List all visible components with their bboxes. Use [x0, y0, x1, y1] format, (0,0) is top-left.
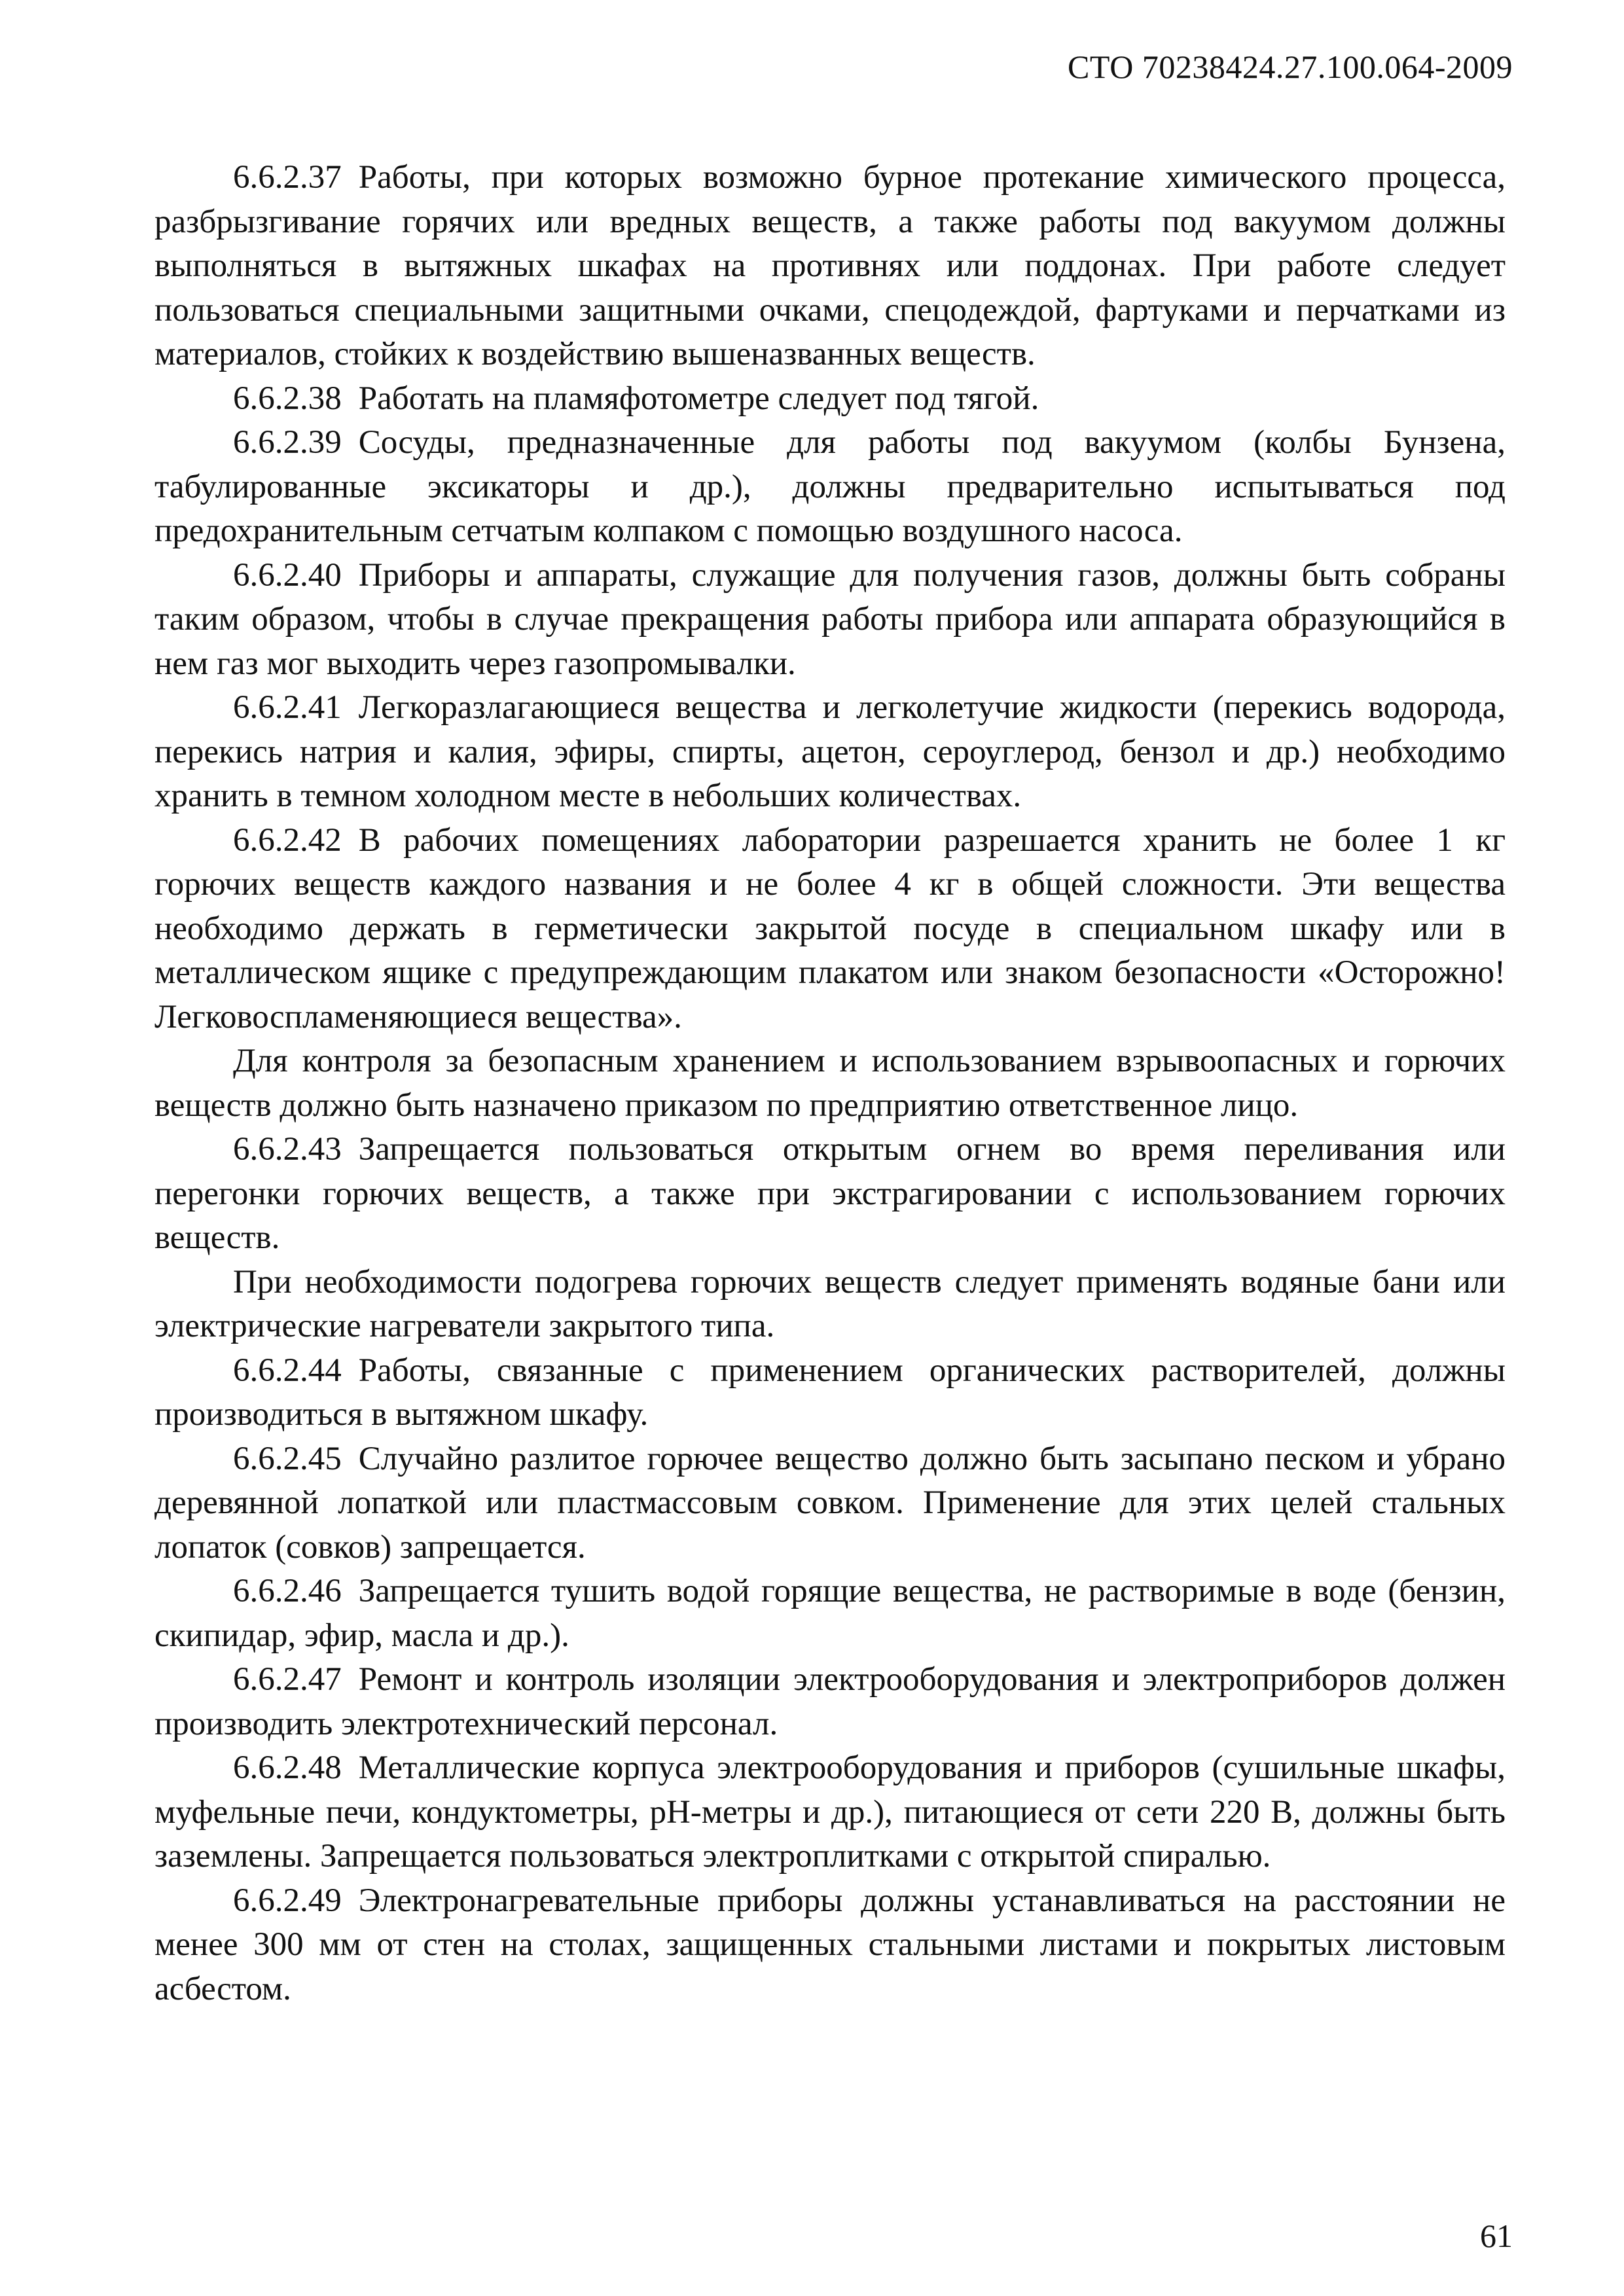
clause-number: 6.6.2.49 — [233, 1882, 342, 1919]
clause-number: 6.6.2.39 — [233, 424, 342, 461]
clause-number: 6.6.2.42 — [233, 821, 342, 859]
paragraph-6-6-2-49 — [154, 1879, 1506, 2012]
clause-text: Приборы и аппараты, служащие для получения газов, должны быть собраны таким образом, чтобы в случае прекращения работы прибора или аппарата образующийся в нем газ мог выходить через газопромывалки. — [154, 556, 1506, 682]
clause-text: Для контроля за безопасным хранением и использованием взрывоопасных и горючих веществ должно быть назначено приказом по предприятию ответственное лицо. — [154, 1043, 1506, 1124]
clause-number: 6.6.2.45 — [233, 1440, 342, 1477]
clause-text: Работы, связанные с применением органических растворителей, должны производиться в вытяжном шкафу. — [154, 1352, 1506, 1433]
paragraph-6-6-2-38 — [154, 377, 1506, 422]
paragraph-6-6-2-45 — [154, 1437, 1506, 1570]
clause-text: При необходимости подогрева горючих веществ следует применять водяные бани или электрические нагреватели закрытого типа. — [154, 1263, 1506, 1344]
paragraph-6-6-2-43 — [154, 1128, 1506, 1261]
clause-number: 6.6.2.40 — [233, 556, 342, 594]
clause-number: 6.6.2.38 — [233, 380, 342, 417]
clause-text: Запрещается тушить водой горящие вещества, не растворимые в воде (бензин, скипидар, эфир, масла и др.). — [154, 1573, 1506, 1654]
clause-number: 6.6.2.37 — [233, 159, 342, 196]
clause-text: Сосуды, предназначенные для работы под вакуумом (колбы Бунзена, табулированные эксикаторы и др.), должны предварительно испытываться под предохранительным сетчатым колпаком с помощью воздушного насоса. — [154, 424, 1506, 549]
paragraph-6-6-2-44 — [154, 1349, 1506, 1437]
clause-text: Ремонт и контроль изоляции электрооборудования и электроприборов должен производить электротехнический персонал. — [154, 1661, 1506, 1742]
paragraph-6-6-2-42 — [154, 819, 1506, 1040]
clause-text: Легкоразлагающиеся вещества и легколетучие жидкости (перекись водорода, перекись натрия и калия, эфиры, спирты, ацетон, сероуглерод, бензол и др.) необходимо хранить в темном холодном месте в небольших количествах. — [154, 689, 1506, 814]
clause-text: Электронагревательные приборы должны устанавливаться на расстоянии не менее 300 мм от стен на столах, защищенных стальными листами и покрытых листовым асбестом. — [154, 1882, 1506, 2007]
paragraph-6-6-2-39 — [154, 421, 1506, 554]
paragraph-6-6-2-48 — [154, 1746, 1506, 1879]
paragraph-6-6-2-41 — [154, 686, 1506, 819]
clause-text: Случайно разлитое горючее вещество должно быть засыпано песком и убрано деревянной лопаткой или пластмассовым совком. Применение для этих целей стальных лопаток (совков) запрещается. — [154, 1440, 1506, 1566]
paragraph-6-6-2-43-continued — [154, 1261, 1506, 1349]
clause-text: Работать на пламяфотометре следует под тягой. — [358, 380, 1039, 417]
document-code-header: СТО 70238424.27.100.064-2009 — [1068, 48, 1513, 85]
page-number: 61 — [1480, 2217, 1513, 2254]
clause-text: Металлические корпуса электрооборудования и приборов (сушильные шкафы, муфельные печи, кондуктометры, рН-метры и др.), питающиеся от сети 220 В, должны быть заземлены. Запрещается пользоваться электроплитками с открытой спиралью. — [154, 1749, 1506, 1874]
clause-number: 6.6.2.47 — [233, 1661, 342, 1698]
clause-number: 6.6.2.41 — [233, 689, 342, 726]
paragraph-6-6-2-40 — [154, 554, 1506, 687]
paragraph-6-6-2-47 — [154, 1658, 1506, 1746]
clause-number: 6.6.2.46 — [233, 1573, 342, 1609]
paragraph-6-6-2-42-continued — [154, 1039, 1506, 1128]
clause-text: В рабочих помещениях лаборатории разрешается хранить не более 1 кг горючих веществ каждого названия и не более 4 кг в общей сложности. Эти вещества необходимо держать в герметически закрытой посуде в специальном шкафу или в металлическом ящике с предупреждающим плакатом или знаком безопасности «Осторожно! Легковоспламеняющиеся вещества». — [154, 821, 1506, 1035]
paragraph-6-6-2-37 — [154, 156, 1506, 377]
document-body — [154, 156, 1506, 2011]
clause-number: 6.6.2.48 — [233, 1749, 342, 1786]
clause-text: Работы, при которых возможно бурное протекание химического процесса, разбрызгивание горячих или вредных веществ, а также работы под вакуумом должны выполняться в вытяжных шкафах на противнях или поддонах. При работе следует пользоваться специальными защитными очками, спецодеждой, фартуками и перчатками из материалов, стойких к воздействию вышеназванных веществ. — [154, 159, 1506, 372]
clause-number: 6.6.2.43 — [233, 1131, 342, 1168]
clause-text: Запрещается пользоваться открытым огнем во время переливания или перегонки горючих веществ, а также при экстрагировании с использованием горючих веществ. — [154, 1131, 1506, 1256]
clause-number: 6.6.2.44 — [233, 1352, 342, 1389]
paragraph-6-6-2-46 — [154, 1570, 1506, 1658]
